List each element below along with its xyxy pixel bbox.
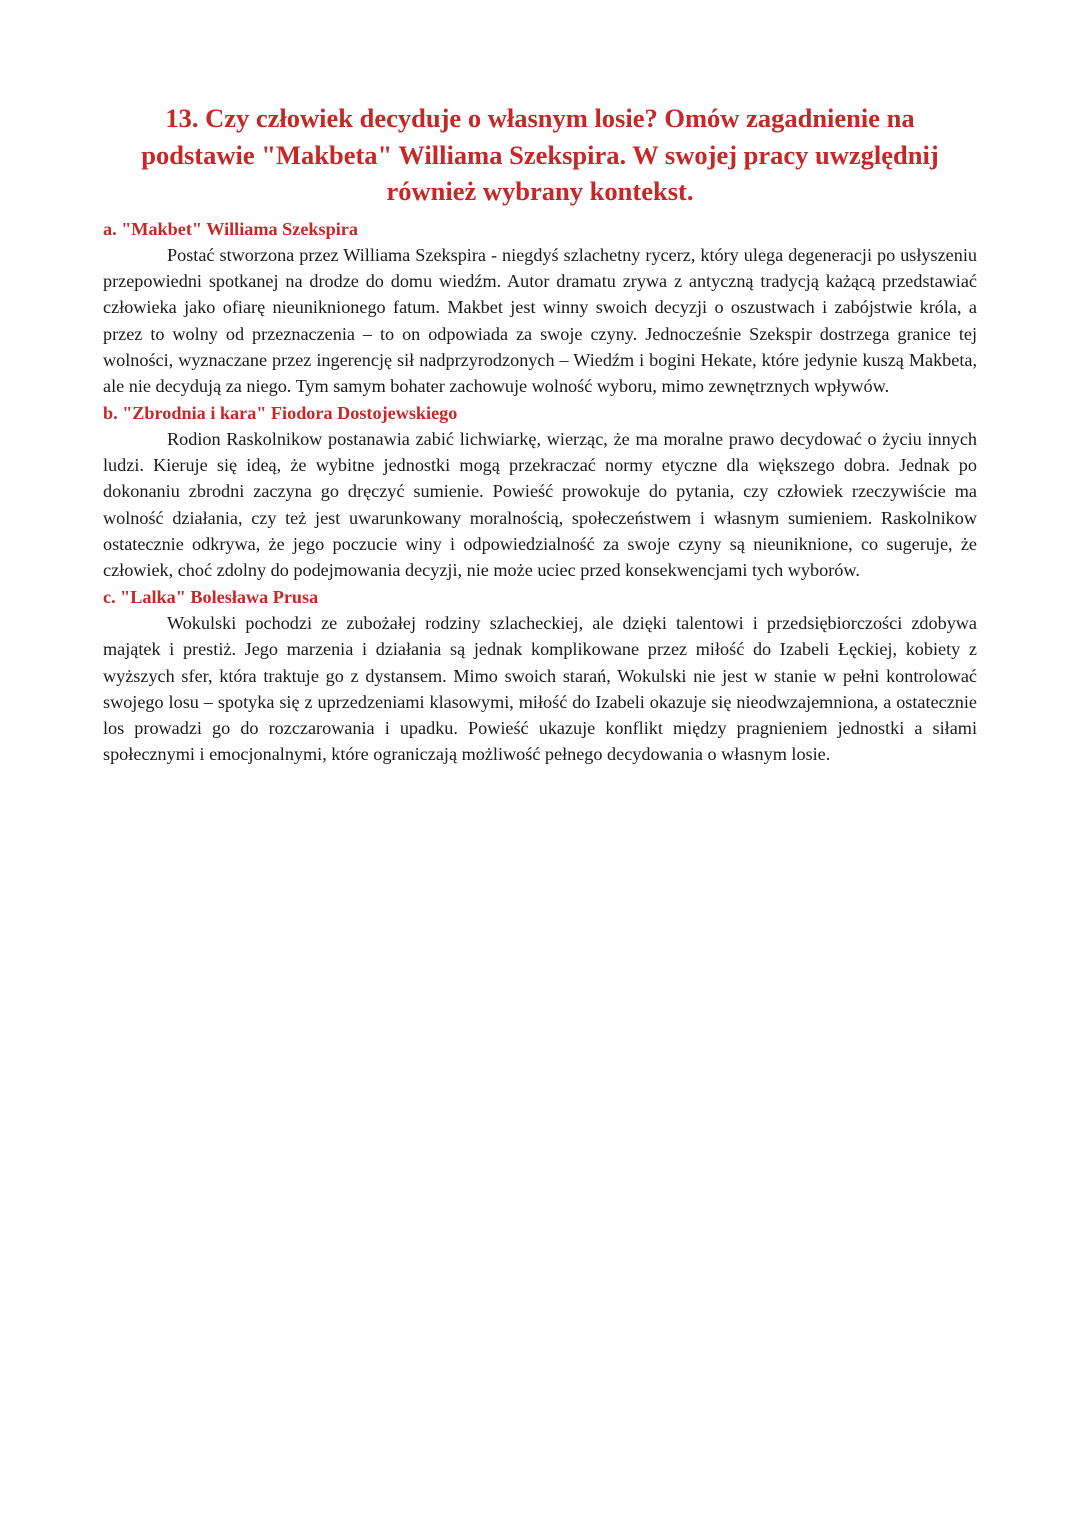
section-paragraph: Wokulski pochodzi ze zubożałej rodziny szlacheckiej, ale dzięki talentowi i przedsiębiorczości zdobywa majątek i prestiż. Jego marzenia i działania są jednak komplikowane przez miłość do Izabeli Łęckiej, kobiety z wyższych sfer, która traktuje go z dystansem. Mimo swoich starań, Wokulski nie jest w stanie w pełni kontrolować swojego losu – spotyka się z uprzedzeniami klasowymi, miłość do Izabeli okazuje się nieodwzajemniona, a ostatecznie los prowadzi go do rozczarowania i upadku. Powieść ukazuje konflikt między pragnieniem jednostki a siłami społecznymi i emocjonalnymi, które ograniczają możliwość pełnego decydowania o własnym losie. [103, 612, 977, 765]
section-paragraph: Rodion Raskolnikow postanawia zabić lichwiarkę, wierząc, że ma moralne prawo decydować o życiu innych ludzi. Kieruje się ideą, że wybitne jednostki mogą przekraczać normy etyczne dla większego dobra. Jednak po dokonaniu zbrodni zaczyna go dręczyć sumienie. Powieść prowokuje do pytania, czy człowiek rzeczywiście ma wolność działania, czy też jest uwarunkowany moralnością, społeczeństwem i własnym sumieniem. Raskolnikow ostatecznie odkrywa, że jego poczucie winy i odpowiedzialność za swoje czyny są nieuniknione, co sugeruje, że człowiek, choć zdolny do podejmowania decyzji, nie może uciec przed konsekwencjami tych wyborów. [103, 428, 977, 581]
section-makbet [103, 216, 977, 400]
section-paragraph: Postać stworzona przez Williama Szekspira - niegdyś szlachetny rycerz, który ulega degeneracji po usłyszeniu przepowiedni spotkanej na drodze do domu wiedźm. Autor dramatu zrywa z antyczną tradycją każącą przedstawiać człowieka jako ofiarę nieuniknionego fatum. Makbet jest winny swoich decyzji o oszustwach i zabójstwie króla, a przez to wolny od przeznaczenia – to on odpowiada za swoje czyny. Jednocześnie Szekspir dostrzega granice tej wolności, wyznaczane przez ingerencję sił nadprzyrodzonych – Wiedźm i bogini Hekate, które jedynie kuszą Makbeta, ale nie decydują za niego. Tym samym bohater zachowuje wolność wyboru, mimo zewnętrznych wpływów. [103, 244, 977, 397]
section-zbrodnia-i-kara [103, 400, 977, 584]
document-title: 13. Czy człowiek decyduje o własnym losie? Omów zagadnienie na podstawie "Makbeta" Williama Szekspira. W swojej pracy uwzględnij również wybrany kontekst. [141, 103, 939, 206]
section-heading: b. "Zbrodnia i kara" Fiodora Dostojewskiego [103, 402, 458, 423]
section-lalka [103, 584, 977, 768]
section-heading: a. "Makbet" Williama Szekspira [103, 218, 358, 239]
section-heading: c. "Lalka" Bolesława Prusa [103, 586, 319, 607]
document-page [103, 100, 977, 768]
